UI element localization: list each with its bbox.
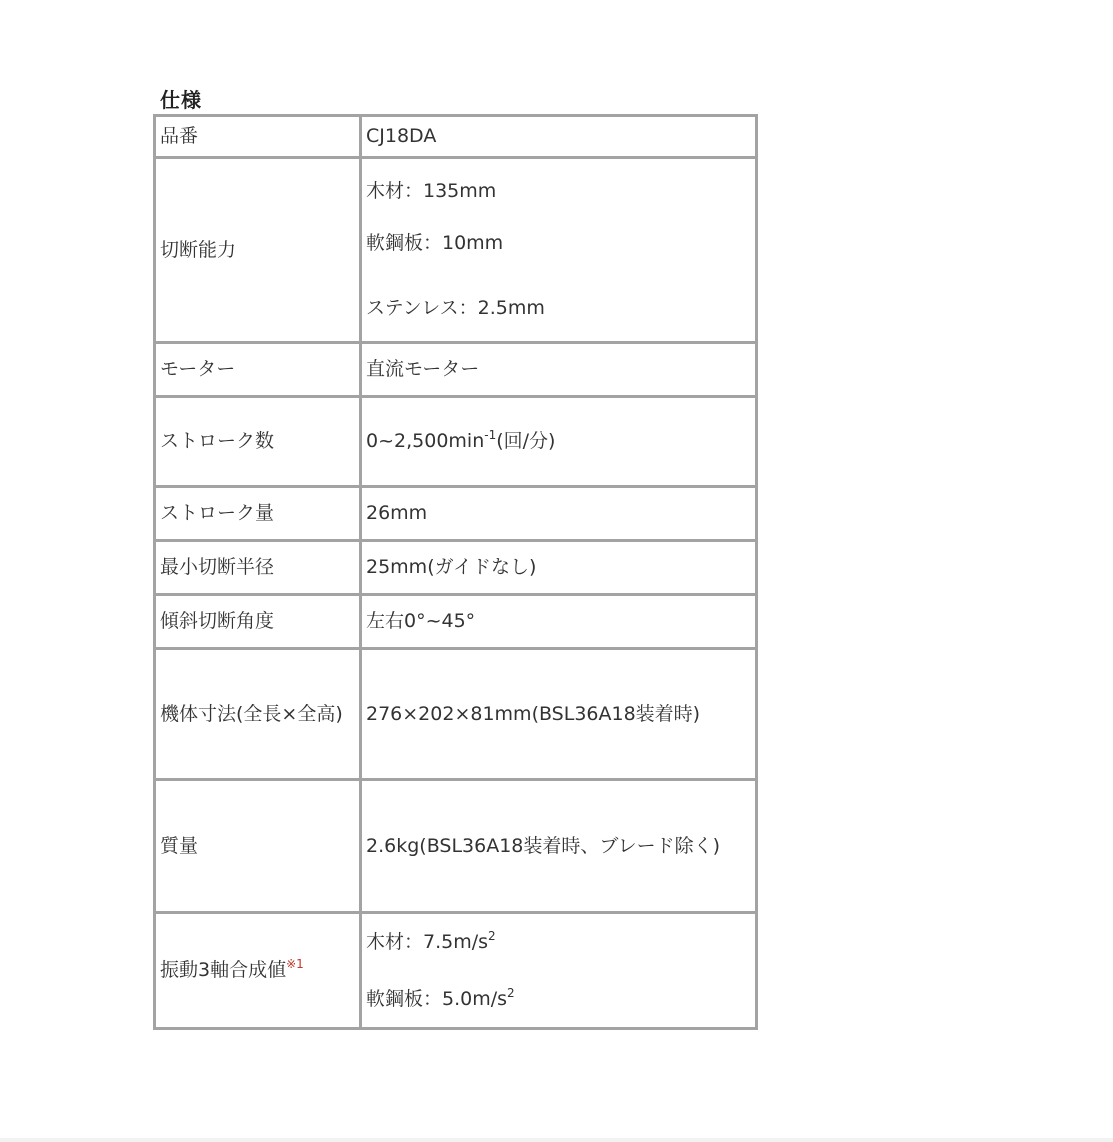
vibration-steel-sup: 2 bbox=[507, 985, 515, 1000]
min-radius-label: 最小切断半径 bbox=[155, 541, 361, 595]
motor-value: 直流モーター bbox=[361, 343, 757, 397]
cutting-stainless: ステンレス：2.5mm bbox=[366, 297, 545, 319]
table-row-dimensions bbox=[155, 649, 757, 780]
table-row-cutting bbox=[155, 158, 757, 343]
strokes-value-tail: (回/分) bbox=[496, 430, 556, 452]
stroke-length-label: ストローク量 bbox=[155, 487, 361, 541]
strokes-label: ストローク数 bbox=[155, 397, 361, 487]
table-row-stroke-length bbox=[155, 487, 757, 541]
bevel-value: 左右0°~45° bbox=[361, 595, 757, 649]
strokes-value-sup: -1 bbox=[484, 428, 497, 442]
model-label: 品番 bbox=[155, 116, 361, 158]
weight-value: 2.6kg(BSL36A18装着時、ブレード除く) bbox=[361, 780, 757, 913]
table-row-model bbox=[155, 116, 757, 158]
cutting-mild-steel: 軟鋼板：10mm bbox=[366, 232, 504, 254]
vibration-wood-sup: 2 bbox=[488, 928, 496, 943]
cutting-value bbox=[361, 158, 757, 343]
vibration-value bbox=[361, 913, 757, 1029]
table-row-weight bbox=[155, 780, 757, 913]
vibration-note-link[interactable]: ※1 bbox=[286, 957, 304, 971]
vibration-steel-main: 軟鋼板：5.0m/s bbox=[366, 987, 508, 1010]
stroke-length-value: 26mm bbox=[361, 487, 757, 541]
spec-title: 仕様 bbox=[160, 88, 202, 112]
strokes-value bbox=[361, 397, 757, 487]
vibration-wood bbox=[366, 929, 751, 956]
weight-label: 質量 bbox=[155, 780, 361, 913]
bottom-divider bbox=[0, 1138, 1113, 1142]
strokes-value-main: 0~2,500min bbox=[366, 430, 485, 452]
bevel-label: 傾斜切断角度 bbox=[155, 595, 361, 649]
table-row-motor bbox=[155, 343, 757, 397]
model-value: CJ18DA bbox=[361, 116, 757, 158]
table-row-min-radius bbox=[155, 541, 757, 595]
vibration-wood-main: 木材：7.5m/s bbox=[366, 930, 489, 953]
min-radius-value: 25mm(ガイドなし) bbox=[361, 541, 757, 595]
dimensions-value: 276×202×81mm(BSL36A18装着時) bbox=[361, 649, 757, 780]
motor-label: モーター bbox=[155, 343, 361, 397]
table-row-bevel bbox=[155, 595, 757, 649]
vibration-steel bbox=[366, 986, 751, 1013]
cutting-wood: 木材：135mm bbox=[366, 180, 497, 202]
vibration-label: 振動3軸合成値 bbox=[160, 959, 287, 981]
table-row-strokes bbox=[155, 397, 757, 487]
dimensions-label: 機体寸法(全長×全高) bbox=[155, 649, 361, 780]
spec-table bbox=[153, 114, 758, 1030]
table-row-vibration bbox=[155, 913, 757, 1029]
cutting-label: 切断能力 bbox=[155, 158, 361, 343]
vibration-label-cell bbox=[155, 913, 361, 1029]
